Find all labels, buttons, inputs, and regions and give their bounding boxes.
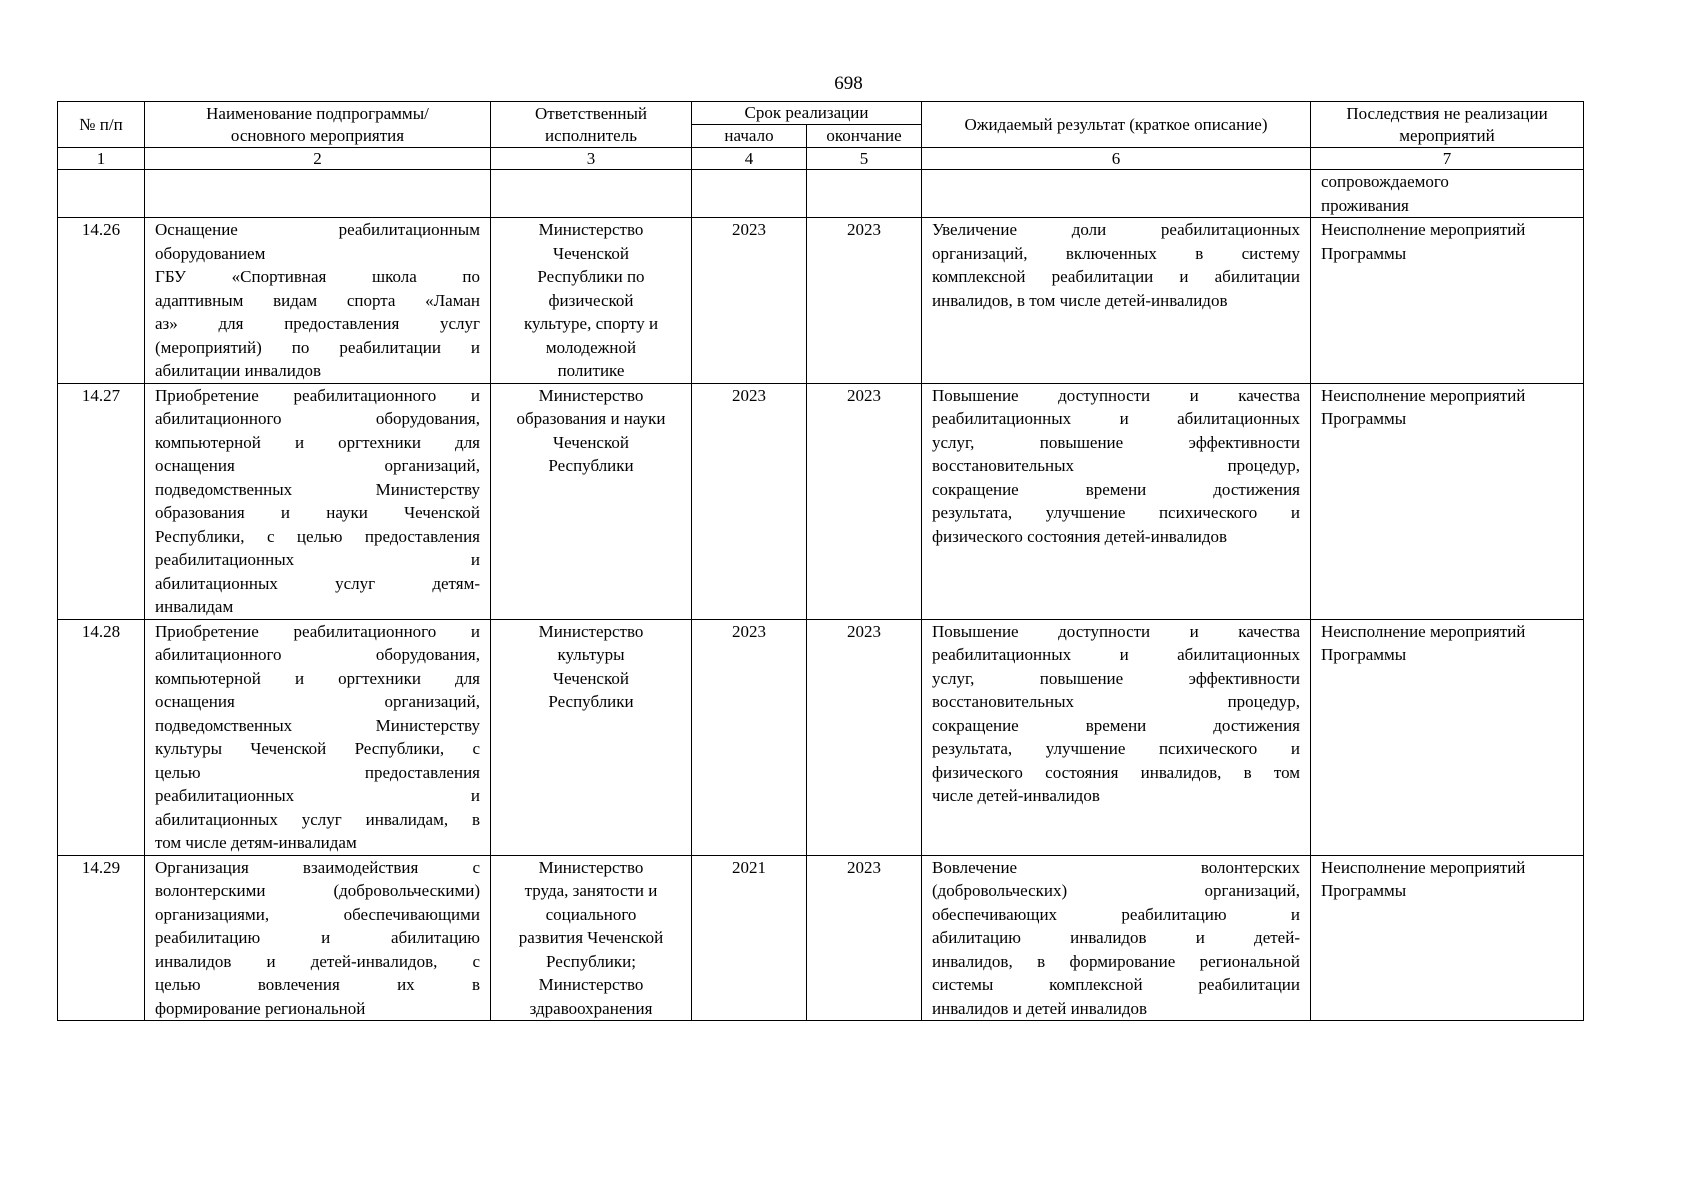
responsible-executor-line: Министерство bbox=[538, 220, 644, 239]
consequences bbox=[1311, 170, 1584, 218]
consequences bbox=[1311, 855, 1584, 1021]
header-start: начало bbox=[692, 125, 807, 148]
expected-result-line: услуг, повышение эффективности bbox=[932, 668, 1300, 688]
activity-name-line: Приобретение реабилитационного и bbox=[155, 621, 480, 641]
start-year: 2023 bbox=[692, 383, 807, 619]
activity-name-line: том числе детям-инвалидам bbox=[155, 833, 357, 852]
consequences-line: Программы bbox=[1321, 243, 1407, 263]
expected-result bbox=[922, 855, 1311, 1021]
responsible-executor-line: молодежной bbox=[545, 337, 637, 357]
activity-name bbox=[145, 170, 491, 218]
consequences-line: Неисполнение мероприятий bbox=[1321, 220, 1526, 239]
activity-name-line: подведомственных Министерству bbox=[155, 715, 480, 735]
responsible-executor-line: Республики по bbox=[537, 267, 645, 286]
table-row bbox=[58, 383, 1584, 619]
consequences-line: Программы bbox=[1321, 881, 1407, 900]
activity-name-line: оборудованием bbox=[155, 243, 266, 263]
end-year: 2023 bbox=[807, 383, 922, 619]
end-year: 2023 bbox=[807, 855, 922, 1021]
column-number: 1 bbox=[58, 148, 145, 170]
start-year: 2023 bbox=[692, 619, 807, 855]
activity-name-line: целью вовлечения их в bbox=[155, 975, 480, 994]
responsible-executor-line: Республики bbox=[548, 456, 634, 475]
consequences-line: Программы bbox=[1321, 409, 1407, 428]
activity-name-line: аз» для предоставления услуг bbox=[155, 314, 480, 333]
header-period: Срок реализации bbox=[692, 102, 922, 125]
table-body bbox=[58, 170, 1584, 1021]
activity-name bbox=[145, 619, 491, 855]
activity-name-line: культуры Чеченской Республики, с bbox=[155, 739, 480, 758]
expected-result-line: сокращение времени достижения bbox=[932, 715, 1300, 735]
column-number: 4 bbox=[692, 148, 807, 170]
activity-name bbox=[145, 855, 491, 1021]
activity-name bbox=[145, 218, 491, 384]
consequences-line: Неисполнение мероприятий bbox=[1321, 385, 1526, 405]
end-year: 2023 bbox=[807, 619, 922, 855]
responsible-executor bbox=[491, 855, 692, 1021]
activity-name-line: адаптивным видам спорта «Ламан bbox=[155, 290, 480, 310]
header-result: Ожидаемый результат (краткое описание) bbox=[922, 102, 1311, 148]
consequences bbox=[1311, 383, 1584, 619]
expected-result-line: физического состояния детей-инвалидов bbox=[932, 526, 1228, 546]
column-number: 2 bbox=[145, 148, 491, 170]
responsible-executor-line: культуры bbox=[557, 645, 625, 664]
activity-name bbox=[145, 383, 491, 619]
consequences bbox=[1311, 218, 1584, 384]
activity-name-line: абилитационного оборудования, bbox=[155, 645, 480, 664]
expected-result-line: Повышение доступности и качества bbox=[932, 385, 1300, 405]
responsible-executor-line: Министерство bbox=[538, 621, 644, 641]
row-number: 14.26 bbox=[58, 218, 145, 384]
responsible-executor-line: Республики; bbox=[545, 951, 636, 971]
responsible-executor-line: здравоохранения bbox=[529, 998, 653, 1018]
activity-name-line: волонтерскими (добровольческими) bbox=[155, 881, 480, 900]
start-year bbox=[692, 170, 807, 218]
expected-result-line: Увеличение доли реабилитационных bbox=[932, 220, 1300, 239]
header-executor: Ответственный исполнитель bbox=[491, 102, 692, 148]
header-end: окончание bbox=[807, 125, 922, 148]
activity-name-line: оснащения организаций, bbox=[155, 692, 480, 711]
activity-name-line: ГБУ «Спортивная школа по bbox=[155, 267, 480, 286]
consequences-line: Неисполнение мероприятий bbox=[1321, 857, 1526, 877]
column-number: 5 bbox=[807, 148, 922, 170]
activity-name-line: компьютерной и оргтехники для bbox=[155, 432, 480, 452]
expected-result-line: сокращение времени достижения bbox=[932, 479, 1300, 499]
expected-result-line: числе детей-инвалидов bbox=[932, 786, 1100, 805]
start-year: 2023 bbox=[692, 218, 807, 384]
responsible-executor-line: Чеченской bbox=[553, 432, 629, 452]
consequences-line: проживания bbox=[1321, 195, 1409, 215]
activity-name-line: реабилитационных и bbox=[155, 550, 480, 569]
responsible-executor-line: социального bbox=[545, 904, 637, 924]
activity-name-line: образования и науки Чеченской bbox=[155, 503, 480, 522]
column-number: 3 bbox=[491, 148, 692, 170]
column-number: 7 bbox=[1311, 148, 1584, 170]
expected-result-line: организаций, включенных в систему bbox=[932, 243, 1300, 263]
expected-result-line: инвалидов, в том числе детей-инвалидов bbox=[932, 290, 1228, 310]
responsible-executor-line: культуре, спорту и bbox=[523, 314, 659, 333]
row-number bbox=[58, 170, 145, 218]
end-year: 2023 bbox=[807, 218, 922, 384]
consequences-line: Программы bbox=[1321, 645, 1407, 664]
end-year bbox=[807, 170, 922, 218]
expected-result-line: Вовлечение волонтерских bbox=[932, 857, 1300, 877]
responsible-executor-line: Министерство bbox=[538, 975, 644, 994]
header-name: Наименование подпрограммы/ основного мероприятия bbox=[145, 102, 491, 148]
responsible-executor-line: Министерство bbox=[538, 857, 644, 877]
responsible-executor-line: образования и науки bbox=[516, 409, 666, 428]
table-row bbox=[58, 619, 1584, 855]
activity-name-line: абилитации инвалидов bbox=[155, 361, 322, 380]
expected-result-line: реабилитационных и абилитационных bbox=[932, 409, 1300, 428]
expected-result bbox=[922, 619, 1311, 855]
responsible-executor bbox=[491, 170, 692, 218]
responsible-executor-line: труда, занятости и bbox=[524, 881, 658, 900]
expected-result-line: комплексной реабилитации и абилитации bbox=[932, 267, 1300, 286]
consequences bbox=[1311, 619, 1584, 855]
activity-name-line: оснащения организаций, bbox=[155, 456, 480, 475]
expected-result-line: услуг, повышение эффективности bbox=[932, 432, 1300, 452]
expected-result-line: результата, улучшение психического и bbox=[932, 739, 1300, 758]
expected-result bbox=[922, 170, 1311, 218]
responsible-executor-line: Министерство bbox=[538, 385, 644, 405]
expected-result-line: физического состояния инвалидов, в том bbox=[932, 762, 1300, 782]
activity-name-line: Приобретение реабилитационного и bbox=[155, 385, 480, 405]
activity-name-line: абилитационного оборудования, bbox=[155, 409, 480, 428]
responsible-executor-line: Чеченской bbox=[553, 243, 629, 263]
expected-result bbox=[922, 383, 1311, 619]
row-number: 14.27 bbox=[58, 383, 145, 619]
responsible-executor-line: Республики bbox=[548, 692, 634, 711]
expected-result-line: Повышение доступности и качества bbox=[932, 621, 1300, 641]
responsible-executor bbox=[491, 383, 692, 619]
activity-name-line: Организация взаимодействия с bbox=[155, 857, 480, 877]
column-number: 6 bbox=[922, 148, 1311, 170]
header-consequences: Последствия не реализации мероприятий bbox=[1311, 102, 1584, 148]
expected-result-line: реабилитационных и абилитационных bbox=[932, 645, 1300, 664]
responsible-executor-line: Чеченской bbox=[553, 668, 629, 688]
activity-name-line: инвалидам bbox=[155, 597, 234, 616]
activity-name-line: целью предоставления bbox=[155, 762, 480, 782]
expected-result-line: результата, улучшение психического и bbox=[932, 503, 1300, 522]
activity-name-line: формирование региональной bbox=[155, 998, 366, 1018]
expected-result-line: восстановительных процедур, bbox=[932, 692, 1300, 711]
expected-result-line: абилитацию инвалидов и детей- bbox=[932, 928, 1300, 947]
expected-result bbox=[922, 218, 1311, 384]
expected-result-line: инвалидов, в формирование региональной bbox=[932, 951, 1300, 971]
activity-name-line: Республики, с целью предоставления bbox=[155, 526, 480, 546]
activity-name-line: инвалидов и детей-инвалидов, с bbox=[155, 951, 480, 971]
table-row bbox=[58, 170, 1584, 218]
start-year: 2021 bbox=[692, 855, 807, 1021]
header-num: № п/п bbox=[58, 102, 145, 148]
responsible-executor-line: физической bbox=[548, 290, 634, 310]
table-row bbox=[58, 855, 1584, 1021]
expected-result-line: (добровольческих) организаций, bbox=[932, 881, 1300, 900]
expected-result-line: восстановительных процедур, bbox=[932, 456, 1300, 475]
expected-result-line: инвалидов и детей инвалидов bbox=[932, 998, 1148, 1018]
activity-name-line: подведомственных Министерству bbox=[155, 479, 480, 499]
column-numbers-row bbox=[58, 148, 1584, 170]
program-table bbox=[57, 101, 1584, 1021]
activity-name-line: организациями, обеспечивающими bbox=[155, 904, 480, 924]
page-number: 698 bbox=[834, 73, 863, 94]
consequences-line: сопровождаемого bbox=[1321, 172, 1449, 191]
responsible-executor-line: развития Чеченской bbox=[518, 928, 664, 947]
activity-name-line: Оснащение реабилитационным bbox=[155, 220, 480, 239]
activity-name-line: (мероприятий) по реабилитации и bbox=[155, 337, 480, 357]
responsible-executor bbox=[491, 218, 692, 384]
responsible-executor-line: политике bbox=[557, 361, 625, 380]
activity-name-line: реабилитационных и bbox=[155, 786, 480, 805]
activity-name-line: абилитационных услуг инвалидам, в bbox=[155, 809, 480, 829]
activity-name-line: абилитационных услуг детям- bbox=[155, 573, 480, 593]
activity-name-line: реабилитацию и абилитацию bbox=[155, 928, 480, 947]
consequences-line: Неисполнение мероприятий bbox=[1321, 621, 1526, 641]
responsible-executor bbox=[491, 619, 692, 855]
row-number: 14.28 bbox=[58, 619, 145, 855]
activity-name-line: компьютерной и оргтехники для bbox=[155, 668, 480, 688]
expected-result-line: обеспечивающих реабилитацию и bbox=[932, 904, 1300, 924]
expected-result-line: системы комплексной реабилитации bbox=[932, 975, 1300, 994]
table-row bbox=[58, 218, 1584, 384]
row-number: 14.29 bbox=[58, 855, 145, 1021]
